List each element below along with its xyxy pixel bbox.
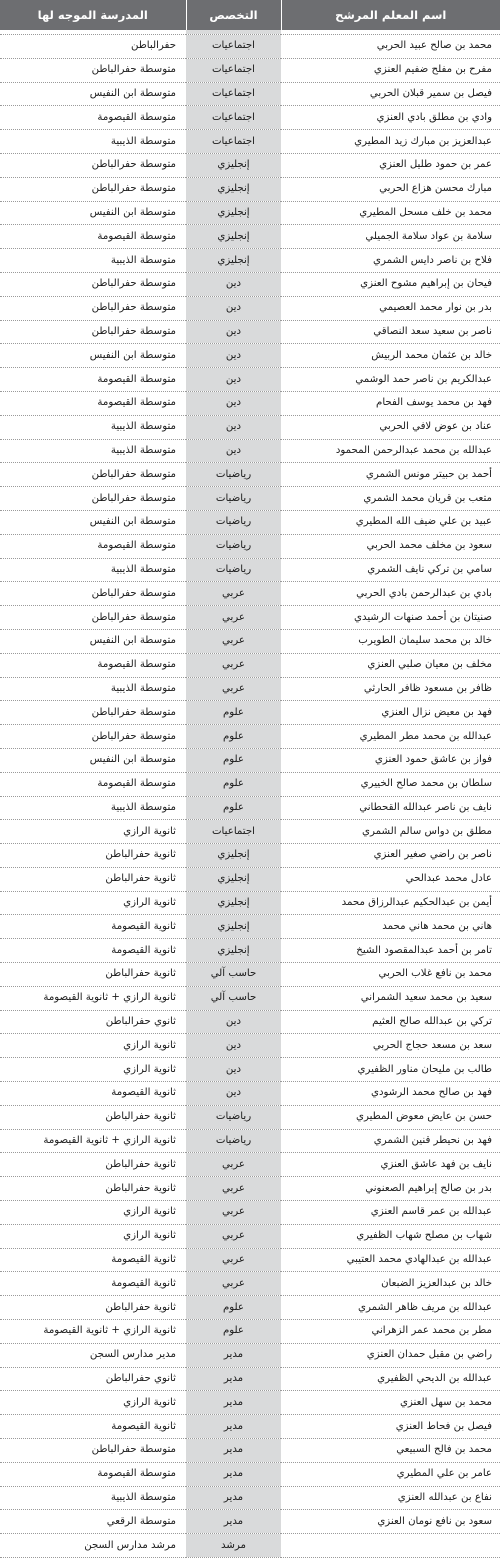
name-cell	[281, 1534, 500, 1558]
school-cell: متوسطة ابن النفيس	[0, 510, 186, 534]
table-row	[0, 1320, 500, 1344]
spec-cell: عربي	[186, 629, 281, 653]
school-cell: ثانوية حفرالباطن	[0, 963, 186, 987]
table-row	[0, 772, 500, 796]
name-cell: بادي بن عبدالرحمن بادي الحربي	[281, 582, 500, 606]
school-cell: متوسطة حفرالباطن	[0, 487, 186, 511]
table-row	[0, 1082, 500, 1106]
spec-cell: إنجليزي	[186, 891, 281, 915]
table-row	[0, 35, 500, 59]
school-cell: ثانوية الرازي	[0, 1224, 186, 1248]
school-cell: متوسطة القيصومة	[0, 368, 186, 392]
name-cell: صنيتان بن أحمد صنهات الرشيدي	[281, 606, 500, 630]
school-cell: ثانوية الرازي	[0, 1058, 186, 1082]
table-row	[0, 558, 500, 582]
spec-cell: دين	[186, 296, 281, 320]
name-cell: محمد بن صالح عبيد الحربي	[281, 35, 500, 59]
table-row	[0, 701, 500, 725]
name-cell: عبدالله بن عبدالهادي محمد العتيبي	[281, 1248, 500, 1272]
spec-cell: حاسب آلي	[186, 986, 281, 1010]
table-row	[0, 1105, 500, 1129]
spec-cell: مدير	[186, 1391, 281, 1415]
table-row	[0, 439, 500, 463]
spec-cell: اجتماعيات	[186, 58, 281, 82]
spec-cell: حاسب آلي	[186, 963, 281, 987]
table-row	[0, 653, 500, 677]
school-cell: متوسطة القيصومة	[0, 653, 186, 677]
table-row	[0, 153, 500, 177]
name-cell: عناد بن عوض لافي الحربي	[281, 415, 500, 439]
name-cell: فهد بن محمد يوسف الفحام	[281, 391, 500, 415]
school-cell: متوسطة حفرالباطن	[0, 463, 186, 487]
name-cell: سلطان بن محمد صالح الخييري	[281, 772, 500, 796]
table-row	[0, 891, 500, 915]
name-cell: عبدالله بن عمر قاسم العنزي	[281, 1201, 500, 1225]
school-cell: متوسطة حفرالباطن	[0, 153, 186, 177]
name-cell: محمد بن خلف مسحل المطيري	[281, 201, 500, 225]
school-cell: متوسطة القيصومة	[0, 225, 186, 249]
table-row	[0, 629, 500, 653]
table-row	[0, 582, 500, 606]
school-cell: ثانوية حفرالباطن	[0, 1105, 186, 1129]
school-cell: ثانوية حفرالباطن	[0, 844, 186, 868]
header-row	[0, 0, 500, 30]
header-school: المدرسة الموجه لها	[0, 0, 186, 30]
spec-cell: رياضيات	[186, 1129, 281, 1153]
table-row	[0, 1153, 500, 1177]
school-cell: متوسطة الذيبية	[0, 558, 186, 582]
spec-cell: علوم	[186, 725, 281, 749]
table-row	[0, 177, 500, 201]
school-cell: ثانوية الرازي	[0, 1034, 186, 1058]
name-cell: متعب بن قريان محمد الشمري	[281, 487, 500, 511]
spec-cell: دين	[186, 439, 281, 463]
table-row	[0, 939, 500, 963]
spec-cell: رياضيات	[186, 487, 281, 511]
school-cell: متوسطة الذيبية	[0, 677, 186, 701]
table-row	[0, 487, 500, 511]
school-cell: متوسطة الذيبية	[0, 439, 186, 463]
school-cell: ثانوية الرازي	[0, 1391, 186, 1415]
name-cell: عامر بن علي المطيري	[281, 1462, 500, 1486]
spec-cell: مدير	[186, 1367, 281, 1391]
table-row	[0, 272, 500, 296]
school-cell: مدير مدارس السجن	[0, 1343, 186, 1367]
name-cell: عبدالعزيز بن مبارك زيد المطيري	[281, 130, 500, 154]
spec-cell: عربي	[186, 582, 281, 606]
school-cell: ثانوية القيصومة	[0, 1248, 186, 1272]
table-row	[0, 344, 500, 368]
name-cell: أيمن بن عبدالحكيم عبدالرزاق محمد	[281, 891, 500, 915]
school-cell: متوسطة ابن النفيس	[0, 629, 186, 653]
name-cell: راضي بن مقبل حمدان العنزي	[281, 1343, 500, 1367]
table-row	[0, 748, 500, 772]
spec-cell: إنجليزي	[186, 153, 281, 177]
table-row	[0, 1486, 500, 1510]
spec-cell: رياضيات	[186, 510, 281, 534]
school-cell: متوسطة حفرالباطن	[0, 296, 186, 320]
spec-cell: عربي	[186, 1272, 281, 1296]
school-cell: ثانوي حفرالباطن	[0, 1010, 186, 1034]
name-cell: نايف بن فهد عاشق العنزي	[281, 1153, 500, 1177]
school-cell: متوسطة حفرالباطن	[0, 272, 186, 296]
table-row	[0, 1343, 500, 1367]
name-cell: شهاب بن مصلح شهاب الظفيري	[281, 1224, 500, 1248]
spec-cell: اجتماعيات	[186, 35, 281, 59]
school-cell: متوسطة القيصومة	[0, 534, 186, 558]
name-cell: بدر بن نوار محمد العصيمي	[281, 296, 500, 320]
school-cell: متوسطة القيصومة	[0, 1462, 186, 1486]
school-cell: ثانوية القيصومة	[0, 915, 186, 939]
spec-cell: عربي	[186, 1248, 281, 1272]
school-cell: ثانوية الرازي	[0, 891, 186, 915]
spec-cell: عربي	[186, 606, 281, 630]
school-cell: حفرالباطن	[0, 35, 186, 59]
name-cell: سعود بن مخلف محمد الحربي	[281, 534, 500, 558]
table-row	[0, 1367, 500, 1391]
name-cell: مخلف بن معيان صلبي العنزي	[281, 653, 500, 677]
table-row	[0, 463, 500, 487]
school-cell: متوسطة حفرالباطن	[0, 58, 186, 82]
school-cell: متوسطة حفرالباطن	[0, 606, 186, 630]
spec-cell: دين	[186, 415, 281, 439]
name-cell: خالد بن عبدالعزيز الضبعان	[281, 1272, 500, 1296]
spec-cell: مدير	[186, 1486, 281, 1510]
table-row	[0, 1224, 500, 1248]
table-row	[0, 510, 500, 534]
spec-cell: إنجليزي	[186, 915, 281, 939]
school-cell: ثانوية حفرالباطن	[0, 1153, 186, 1177]
name-cell: تركي بن عبدالله صالح العثيم	[281, 1010, 500, 1034]
school-cell: ثانوية القيصومة	[0, 1272, 186, 1296]
spec-cell: رياضيات	[186, 463, 281, 487]
name-cell: سلامة بن عواد سلامة الجميلي	[281, 225, 500, 249]
school-cell: ثانوية الرازي	[0, 1201, 186, 1225]
spec-cell: دين	[186, 1058, 281, 1082]
school-cell: ثانوية القيصومة	[0, 1082, 186, 1106]
school-cell: متوسطة ابن النفيس	[0, 201, 186, 225]
name-cell: فواز بن عاشق حمود العنزي	[281, 748, 500, 772]
name-cell: عبدالله بن محمد عبدالرحمن المحمود	[281, 439, 500, 463]
table-row	[0, 1058, 500, 1082]
table-row	[0, 534, 500, 558]
spec-cell: دين	[186, 1010, 281, 1034]
spec-cell: اجتماعيات	[186, 820, 281, 844]
spec-cell: اجتماعيات	[186, 130, 281, 154]
school-cell: ثانوية الرازي + ثانوية القيصومة	[0, 1320, 186, 1344]
spec-cell: علوم	[186, 701, 281, 725]
name-cell: بدر بن صالح إبراهيم الصعنوني	[281, 1177, 500, 1201]
school-cell: ثانوية حفرالباطن	[0, 867, 186, 891]
school-cell: ثانوية القيصومة	[0, 939, 186, 963]
table-row	[0, 368, 500, 392]
school-cell: مرشد مدارس السجن	[0, 1534, 186, 1558]
school-cell: ثانوية الرازي	[0, 820, 186, 844]
table-row	[0, 415, 500, 439]
spec-cell: مدير	[186, 1462, 281, 1486]
table-body	[0, 30, 500, 1558]
spec-cell: إنجليزي	[186, 201, 281, 225]
spec-cell: عربي	[186, 677, 281, 701]
spec-cell: علوم	[186, 1320, 281, 1344]
table-row	[0, 1439, 500, 1463]
school-cell: متوسطة الرقعي	[0, 1510, 186, 1534]
school-cell: متوسطة حفرالباطن	[0, 701, 186, 725]
school-cell: متوسطة الذيبية	[0, 130, 186, 154]
spec-cell: مدير	[186, 1343, 281, 1367]
table-row	[0, 1248, 500, 1272]
school-cell: متوسطة حفرالباطن	[0, 320, 186, 344]
name-cell: نفاع بن عبدالله العنزي	[281, 1486, 500, 1510]
spec-cell: عربي	[186, 653, 281, 677]
table-row	[0, 986, 500, 1010]
table-row	[0, 58, 500, 82]
name-cell: مطر بن محمد عمر الزهراني	[281, 1320, 500, 1344]
name-cell: ناصر بن سعيد سعد النصاقي	[281, 320, 500, 344]
spec-cell: دين	[186, 1082, 281, 1106]
name-cell: فيصل بن فحاط العنزي	[281, 1415, 500, 1439]
school-cell: متوسطة حفرالباطن	[0, 582, 186, 606]
spec-cell: دين	[186, 1034, 281, 1058]
school-cell: ثانوية حفرالباطن	[0, 1177, 186, 1201]
spec-cell: دين	[186, 344, 281, 368]
table-row	[0, 1129, 500, 1153]
spec-cell: إنجليزي	[186, 939, 281, 963]
table-row	[0, 1510, 500, 1534]
name-cell: فيصل بن سمير قبلان الحربي	[281, 82, 500, 106]
spec-cell: دين	[186, 368, 281, 392]
spec-cell: رياضيات	[186, 558, 281, 582]
school-cell: متوسطة الذيبية	[0, 796, 186, 820]
school-cell: ثانوية الرازي + ثانوية القيصومة	[0, 986, 186, 1010]
table-row	[0, 1534, 500, 1558]
table-row	[0, 963, 500, 987]
name-cell: خالد بن عثمان محمد الربيش	[281, 344, 500, 368]
name-cell: عبيد بن علي ضيف الله المطيري	[281, 510, 500, 534]
table-row	[0, 606, 500, 630]
name-cell: ناصر بن راضي صغير العنزي	[281, 844, 500, 868]
school-cell: ثانوية الرازي + ثانوية القيصومة	[0, 1129, 186, 1153]
name-cell: فهد بن صالح محمد الرشودي	[281, 1082, 500, 1106]
school-cell: متوسطة حفرالباطن	[0, 177, 186, 201]
name-cell: نايف بن ناصر عبدالله القحطاني	[281, 796, 500, 820]
school-cell: ثانوية حفرالباطن	[0, 1296, 186, 1320]
table-row	[0, 82, 500, 106]
table-row	[0, 915, 500, 939]
school-cell: ثانوية القيصومة	[0, 1415, 186, 1439]
name-cell: فهد بن معيض نزال العنزي	[281, 701, 500, 725]
spec-cell: علوم	[186, 796, 281, 820]
table-row	[0, 1391, 500, 1415]
name-cell: ظافر بن مسعود ظافر الحارثي	[281, 677, 500, 701]
table-row	[0, 296, 500, 320]
table-row	[0, 1034, 500, 1058]
spec-cell: علوم	[186, 748, 281, 772]
name-cell: سعيد بن محمد سعيد الشمراني	[281, 986, 500, 1010]
school-cell: متوسطة حفرالباطن	[0, 725, 186, 749]
table-row	[0, 391, 500, 415]
school-cell: متوسطة حفرالباطن	[0, 1439, 186, 1463]
table-row	[0, 1272, 500, 1296]
spec-cell: علوم	[186, 1296, 281, 1320]
name-cell: أحمد بن حبيتر مونس الشمري	[281, 463, 500, 487]
name-cell: محمد بن نافع غلاب الحربي	[281, 963, 500, 987]
name-cell: فلاح بن ناصر دايس الشمري	[281, 249, 500, 273]
spec-cell: إنجليزي	[186, 249, 281, 273]
name-cell: محمد بن فالح السبيعي	[281, 1439, 500, 1463]
spec-cell: إنجليزي	[186, 844, 281, 868]
table-row	[0, 725, 500, 749]
spec-cell: إنجليزي	[186, 177, 281, 201]
school-cell: متوسطة القيصومة	[0, 106, 186, 130]
spec-cell: مرشد	[186, 1534, 281, 1558]
spec-cell: إنجليزي	[186, 225, 281, 249]
table-row	[0, 820, 500, 844]
school-cell: متوسطة ابن النفيس	[0, 82, 186, 106]
school-cell: ثانوي حفرالباطن	[0, 1367, 186, 1391]
table-row	[0, 201, 500, 225]
name-cell: حسن بن عايض معوض المطيري	[281, 1105, 500, 1129]
name-cell: سعود بن نافع نومان العنزي	[281, 1510, 500, 1534]
spec-cell: عربي	[186, 1224, 281, 1248]
name-cell: فيحان بن إبراهيم مشوح العنزي	[281, 272, 500, 296]
school-cell: متوسطة القيصومة	[0, 391, 186, 415]
spec-cell: علوم	[186, 772, 281, 796]
name-cell: سامي بن تركي نايف الشمري	[281, 558, 500, 582]
school-cell: متوسطة ابن النفيس	[0, 344, 186, 368]
name-cell: هاني بن محمد هاني محمد	[281, 915, 500, 939]
table-row	[0, 796, 500, 820]
name-cell: عبدالله بن مريف ظاهر الشمري	[281, 1296, 500, 1320]
header-name: اسم المعلم المرشح	[281, 0, 500, 30]
name-cell: عبدالله بن الديحي الظفيري	[281, 1367, 500, 1391]
table-row	[0, 1296, 500, 1320]
school-cell: متوسطة الذيبية	[0, 249, 186, 273]
table-header	[0, 0, 500, 30]
spec-cell: دين	[186, 272, 281, 296]
spec-cell: مدير	[186, 1510, 281, 1534]
spec-cell: اجتماعيات	[186, 106, 281, 130]
spec-cell: مدير	[186, 1439, 281, 1463]
spec-cell: رياضيات	[186, 534, 281, 558]
name-cell: طالب بن مليحان مناور الظفيري	[281, 1058, 500, 1082]
name-cell: خالد بن محمد سليمان الطويرب	[281, 629, 500, 653]
spec-cell: عربي	[186, 1153, 281, 1177]
name-cell: سعد بن مسعد حجاج الحربي	[281, 1034, 500, 1058]
name-cell: عبدالكريم بن ناصر حمد الوشمي	[281, 368, 500, 392]
table-row	[0, 249, 500, 273]
table-row	[0, 1462, 500, 1486]
name-cell: تامر بن أحمد عبدالمقصود الشيخ	[281, 939, 500, 963]
header-spec: التخصص	[186, 0, 281, 30]
school-cell: متوسطة الذيبية	[0, 1486, 186, 1510]
name-cell: عمر بن حمود طليل العنزي	[281, 153, 500, 177]
name-cell: عبدالله بن محمد مطر المطيري	[281, 725, 500, 749]
table-row	[0, 1010, 500, 1034]
school-cell: متوسطة ابن النفيس	[0, 748, 186, 772]
name-cell: فهد بن نحيطر قنين الشمري	[281, 1129, 500, 1153]
spec-cell: دين	[186, 391, 281, 415]
name-cell: مطلق بن دواس سالم الشمري	[281, 820, 500, 844]
spec-cell: دين	[186, 320, 281, 344]
spec-cell: عربي	[186, 1177, 281, 1201]
table-row	[0, 225, 500, 249]
table-row	[0, 677, 500, 701]
school-cell: متوسطة الذيبية	[0, 415, 186, 439]
spec-cell: إنجليزي	[186, 867, 281, 891]
table-row	[0, 106, 500, 130]
table-row	[0, 867, 500, 891]
spec-cell: عربي	[186, 1201, 281, 1225]
spec-cell: مدير	[186, 1415, 281, 1439]
table-row	[0, 130, 500, 154]
table-row	[0, 844, 500, 868]
name-cell: عادل محمد عبدالحي	[281, 867, 500, 891]
spec-cell: رياضيات	[186, 1105, 281, 1129]
table-row	[0, 1177, 500, 1201]
table-row	[0, 320, 500, 344]
school-cell: متوسطة القيصومة	[0, 772, 186, 796]
name-cell: محمد بن سهل العنزي	[281, 1391, 500, 1415]
table-row	[0, 1201, 500, 1225]
spec-cell: اجتماعيات	[186, 82, 281, 106]
name-cell: مبارك محسن هزاع الحربي	[281, 177, 500, 201]
name-cell: وادي بن مطلق بادي العنزي	[281, 106, 500, 130]
table-row	[0, 1415, 500, 1439]
name-cell: مفرح بن مفلح ضفيم العنزي	[281, 58, 500, 82]
